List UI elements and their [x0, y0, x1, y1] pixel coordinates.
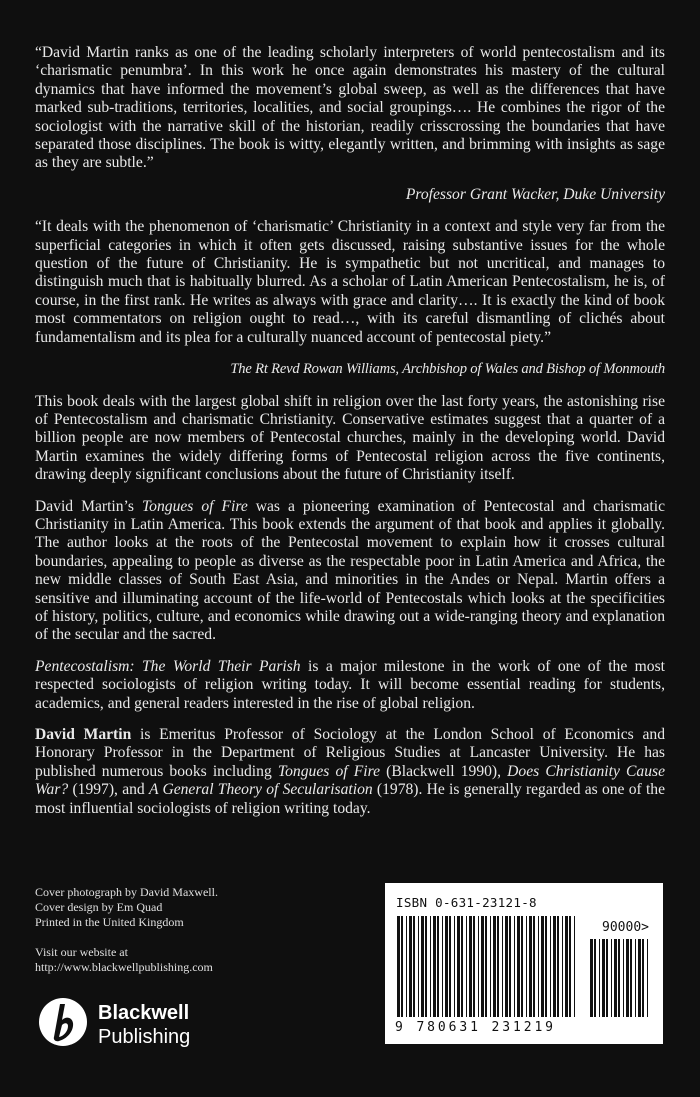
back-cover-text — [35, 44, 665, 831]
review-attribution-williams: The Rt Revd Rowan Williams, Archbishop of Wales and Bishop of Monmouth — [230, 361, 665, 378]
website-url[interactable]: http://www.blackwellpublishing.com — [35, 960, 213, 974]
review-quote-williams: “It deals with the phenomenon of ‘charismatic’ Christianity in a context and style very far from the superficial categories in which it often gets discussed, raising substantive issues for the whole question of the future of Christianity. He is sympathetic but not uncritical, and manages to distinguish much that is habitually blurred. As a scholar of Latin American Pentecostalism, he is, of course, in the first rank. He writes as always with grace and clarity…. It is exactly the kind of book most commentators on religion ought to read…, with its careful dismantling of clichés about fundamentalism and its plea for a culturally nuanced account of pentecostal piety.” — [35, 218, 665, 346]
design-credit: Cover design by Em Quad — [35, 900, 163, 914]
description-paragraph-3: Pentecostalism: The World Their Parish is a major milestone in the work of one of the most respected sociologists of religion writing today. It will become essential reading for students, academics, and general readers interested in the rise of global religion. — [35, 657, 665, 712]
photo-credit: Cover photograph by David Maxwell. — [35, 885, 218, 899]
price-code: 90000> — [602, 920, 649, 935]
book-title-pentecostalism: Pentecostalism: The World Their Parish — [35, 657, 301, 675]
review-quote-wacker: “David Martin ranks as one of the leading scholarly interpreters of world pentecostalism and its ‘charismatic penumbra’. In this work he once again demonstrates his mastery of the cultural dynamics that have informed the movement’s global sweep, as well as the differences that have marked sub-traditions, territories, localities, and social groupings…. He combines the rigor of the sociologist with the narrative skill of the historian, readily crisscrossing the boundaries that have separated those disciplines. The book is witty, elegantly written, and brimming with insights as sage as they are subtle.” — [35, 44, 665, 172]
printed-in: Printed in the United Kingdom — [35, 915, 184, 929]
description-paragraph-2: David Martin’s Tongues of Fire was a pioneering examination of Pentecostal and charismatic Christianity in Latin America. This book extends the argument of that book and applies it globally. The author looks at the roots of the Pentecostal movement to explain how it crosses cultural boundaries, appealing to people as diverse as the respectable poor in Latin America and Africa, the new middle classes of South East Asia, and minorities in the Andes or Nepal. Martin offers a sensitive and illuminating account of the life-world of Pentecostals which looks at the specificities of history, politics, culture, and economics while drawing out a wide-ranging theory and explanation of the secular and the sacred. — [35, 497, 666, 644]
cover-credits — [35, 885, 218, 975]
author-name: David Martin — [35, 726, 132, 743]
review-attribution-wacker: Professor Grant Wacker, Duke University — [405, 185, 665, 203]
publisher-name: Blackwell Publishing — [98, 1002, 191, 1048]
ean-number: 9 780631 231219 — [395, 1020, 556, 1035]
description-paragraph-1: This book deals with the largest global shift in religion over the last forty years, the astonishing rise of Pentecostalism and charismatic Christianity. Conservative estimates suggest that a quarter of a billion people are now members of Pentecostal churches, mainly in the developing world. David Martin examines the widely differing forms of Pentecostal religion across the five continents, drawing deeply significant conclusions about the future of Christianity itself. — [35, 392, 665, 484]
isbn-barcode — [385, 883, 663, 1044]
book-title-tongues-of-fire: Tongues of Fire — [141, 497, 248, 515]
website-label: Visit our website at — [35, 945, 128, 959]
publisher-logo — [38, 997, 268, 1053]
isbn-number: ISBN 0-631-23121-8 — [396, 895, 537, 910]
author-bio: David Martin is Emeritus Professor of Sociology at the London School of Economics and Honorary Professor in the Department of Religious Studies at Lancaster University. He has published numerous books including Tongues of Fire (Blackwell 1990), Does Christianity Cause War? (1997), and A General Theory of Secularisation (1978). He is generally regarded as one of the most influential sociologists of religion writing today. — [35, 726, 665, 817]
blackwell-logo-icon — [38, 997, 88, 1047]
